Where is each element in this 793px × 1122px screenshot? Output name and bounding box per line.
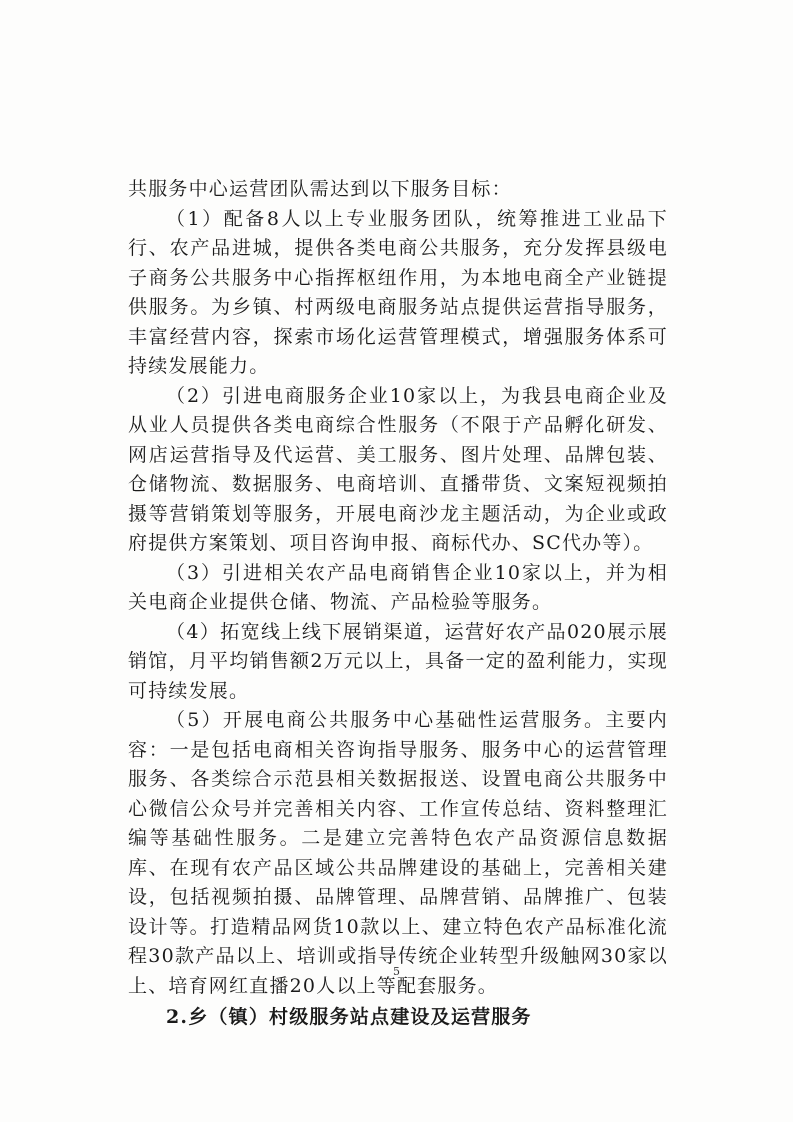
page-number: 5 (393, 965, 400, 978)
item-2-paragraph: （2）引进电商服务企业10家以上，为我县电商企业及从业人员提供各类电商综合性服务（不限于产品孵化研发、网店运营指导及代运营、美工服务、图片处理、品牌包装、仓储物流、数据服务、电商培训、直播带货、文案短视频拍摄等营销策划等服务，开展电商沙龙主题活动，为企业或政府提供方案策划、项目咨询申报、商标代办、SC代办等）。 (128, 384, 668, 554)
section-heading: 2.乡（镇）村级服务站点建设及运营服务 (166, 1006, 532, 1028)
item-5-paragraph: （5）开展电商公共服务中心基础性运营服务。主要内容：一是包括电商相关咨询指导服务、服务中心的运营管理服务、各类综合示范县相关数据报送、设置电商公共服务中心微信公众号并完善相关内容、工作宣传总结、资料整理汇编等基础性服务。二是建立完善特色农产品资源信息数据库、在现有农产品区域公共品牌建设的基础上，完善相关建设，包括视频拍摄、品牌管理、品牌营销、品牌推广、包装设计等。打造精品网货10款以上、建立特色农产品标准化流程30款产品以上、培训或指导传统企业转型升级触网30家以上、培育网红直播20人以上等配套服务。 (128, 709, 668, 997)
intro-line: 共服务中心运营团队需达到以下服务目标： (128, 178, 512, 200)
item-1-paragraph: （1）配备8人以上专业服务团队，统筹推进工业品下行、农产品进城，提供各类电商公共服务，充分发挥县级电子商务公共服务中心指挥枢纽作用，为本地电商全产业链提供服务。为乡镇、村两级电商服务站点提供运营指导服务，丰富经营内容，探索市场化运营管理模式，增强服务体系可持续发展能力。 (128, 207, 668, 377)
item-4-paragraph: （4）拓宽线上线下展销渠道，运营好农产品020展示展销馆，月平均销售额2万元以上，具备一定的盈利能力，实现可持续发展。 (128, 620, 668, 702)
item-3-paragraph: （3）引进相关农产品电商销售企业10家以上，并为相关电商企业提供仓储、物流、产品检验等服务。 (128, 561, 668, 613)
document-body (128, 175, 668, 1033)
